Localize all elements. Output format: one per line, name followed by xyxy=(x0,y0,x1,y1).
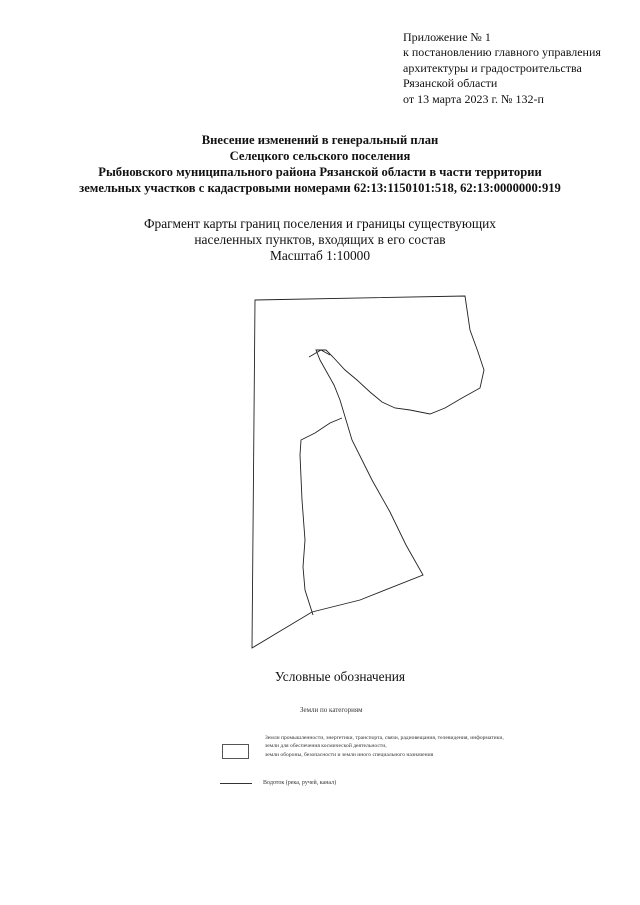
appendix-line: Приложение № 1 xyxy=(403,30,491,44)
map-scale: Масштаб 1:10000 xyxy=(269,248,371,263)
parcel-boundary xyxy=(300,418,342,615)
appendix-line: от 13 марта 2023 г. № 132-п xyxy=(403,91,544,106)
appendix-line: Рязанской области xyxy=(403,76,498,91)
legend-text-line: земли для обеспечения космической деятельности, xyxy=(265,743,387,750)
subtitle-line: населенных пунктов, входящих в его состав xyxy=(194,232,446,247)
settlement-boundary xyxy=(252,296,484,648)
legend-land-category-symbol xyxy=(222,744,249,759)
title-line: Рыбновского муниципального района Рязанской области в части территории xyxy=(98,165,542,179)
appendix-line: к постановлению главного управления xyxy=(403,45,601,60)
legend-text-line: Земли промышленности, энергетики, транспорта, связи, радиовещания, телевидения, информатики, xyxy=(265,735,504,741)
title-line: Внесение изменений в генеральный план xyxy=(201,133,439,147)
legend-watercourse-symbol xyxy=(220,783,252,784)
title-line: земельных участков с кадастровыми номерами 62:13:1150101:518, 62:13:0000000:919 xyxy=(79,181,561,195)
legend-category-header: Земли по категориям xyxy=(300,706,363,714)
legend-title: Условные обозначения xyxy=(274,669,406,684)
subtitle-line: Фрагмент карты границ поселения и границы существующих xyxy=(143,216,497,231)
legend-text-line: земли обороны, безопасности и земли иного специального назначения xyxy=(265,751,434,758)
legend-watercourse-label: Водоток (река, ручей, канал) xyxy=(263,780,337,786)
title-line: Селецкого сельского поселения xyxy=(229,149,411,163)
appendix-line: архитектуры и градостроительства xyxy=(403,60,582,75)
legend-land-category-text xyxy=(265,734,504,759)
